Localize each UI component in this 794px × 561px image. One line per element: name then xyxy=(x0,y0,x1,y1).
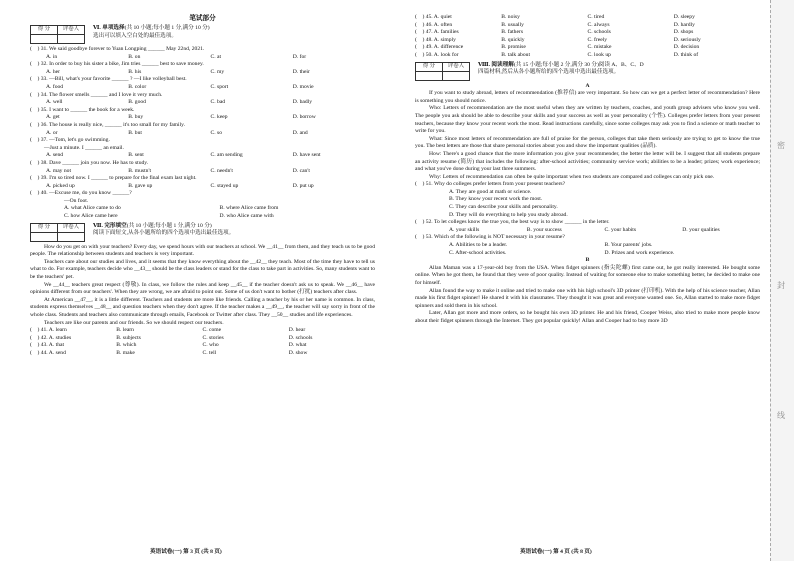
option[interactable]: C. come xyxy=(202,327,222,334)
option[interactable]: D. sleepy xyxy=(673,14,695,20)
option[interactable]: D. put up xyxy=(292,182,314,189)
option[interactable]: D. hear xyxy=(288,327,306,334)
option[interactable]: A. send xyxy=(46,152,64,159)
option[interactable]: C. who xyxy=(202,342,219,349)
option[interactable]: A. They are good at math or science. xyxy=(449,188,532,195)
score-cell: 得 分 xyxy=(31,223,58,232)
cloze-options-right xyxy=(415,14,760,60)
cloze-paragraph: We __44__ teachers great respect (尊敬). In class, we follow the rules and keep __45__ if the teacher doesn't ask us to speak. We __46__ have opinions different from our teachers'. When they are wrong, we are afraid to point out. Some of us don't want to bother (打扰) teachers after class. xyxy=(30,281,375,296)
cloze-question[interactable]: ( ) 43. A. that xyxy=(30,342,65,349)
option[interactable]: C. mistake xyxy=(587,44,612,51)
cloze-question[interactable]: ( ) 47. A. families xyxy=(415,29,459,36)
passage-b-paragraph: Allan found the way to make it online and tried to make one with his high school's 3D printer (打印机). With the help of his science teacher, Allan made his first fidget spinner! He shared it with his classmates. They thought it was great and everyone wanted one. So, Allan started to make more fidget spinners and sold them in his school. xyxy=(415,287,760,309)
option[interactable]: A. in xyxy=(46,53,58,60)
question-stem: ( ) 36. The house is really nice, ______ it's too small for my family. xyxy=(30,121,185,128)
option[interactable]: A. get xyxy=(46,114,60,121)
option[interactable]: A. may not xyxy=(46,167,72,174)
option[interactable]: D. show xyxy=(288,349,308,356)
option[interactable]: B. talk about xyxy=(501,51,530,58)
option[interactable]: D. badly xyxy=(292,99,313,106)
option[interactable]: B. learn xyxy=(116,327,134,334)
option[interactable]: D. can't xyxy=(292,167,310,174)
option[interactable]: B. promise xyxy=(501,44,526,51)
options-row xyxy=(30,114,375,122)
question-item xyxy=(30,160,375,175)
option[interactable]: B. color xyxy=(128,83,147,90)
grader-cell: 评卷人 xyxy=(58,223,85,232)
section-7-instruction: 阅读下面短文,从各小题所给的四个选项中选出最佳选项。 xyxy=(93,230,235,237)
option[interactable]: B. usually xyxy=(501,21,524,28)
question-answer-line: —On foot. xyxy=(64,197,89,204)
option[interactable]: C. look up xyxy=(587,51,611,58)
passage-a-paragraph: Why: Letters of recommendation can often be quite important when two students are compared and colleges can only pick one. xyxy=(429,173,715,180)
section-8-title: Ⅷ. 阅读理解 xyxy=(478,61,514,68)
question-item xyxy=(30,61,375,76)
cloze-paragraph: Teachers are like our parents and our friends. So we should respect our teachers. xyxy=(44,319,224,326)
question-item xyxy=(30,46,375,61)
options-row xyxy=(30,130,375,138)
option[interactable]: B. but xyxy=(128,129,142,136)
option[interactable]: C. how Alice came here xyxy=(64,213,118,220)
option[interactable]: D. schools xyxy=(288,334,313,341)
option[interactable]: D. for xyxy=(292,53,307,60)
option[interactable]: D. hardly xyxy=(673,21,695,28)
cloze-option-row xyxy=(30,327,375,335)
grader-blank[interactable] xyxy=(58,232,85,241)
page-4 xyxy=(415,14,760,326)
option[interactable]: B. subjects xyxy=(116,334,141,341)
section-8-desc: (共 15 小题;每小题 2 分,满分 30 分)阅读 A、B、C、D xyxy=(513,61,644,68)
score-cell: 得 分 xyxy=(416,62,443,71)
option[interactable]: B. gave up xyxy=(128,182,153,189)
option[interactable]: A. food xyxy=(46,83,64,90)
option[interactable]: A. or xyxy=(46,129,58,136)
seal-char-3: 线 xyxy=(777,411,785,420)
option[interactable]: C. needn't xyxy=(210,167,233,174)
seal-char-2: 封 xyxy=(777,281,785,290)
grader-cell: 评卷人 xyxy=(443,62,470,71)
multiple-choice-list xyxy=(30,46,375,190)
option[interactable]: B. which xyxy=(116,342,137,349)
section-header: 笔试部分 xyxy=(189,15,216,22)
option[interactable]: C. your habits xyxy=(604,226,637,233)
cloze-option-row xyxy=(30,342,375,350)
option[interactable]: B. fathers xyxy=(501,29,523,36)
option[interactable]: B. good xyxy=(128,99,146,106)
question-stem: ( ) 51. Why do colleges prefer letters from your present teachers? xyxy=(415,181,566,188)
cloze-question[interactable]: ( ) 44. A. send xyxy=(30,349,66,356)
question-40 xyxy=(30,190,375,220)
option[interactable]: D. who Alice came with xyxy=(219,213,274,220)
option[interactable]: A. picked up xyxy=(46,182,75,189)
cloze-option-row xyxy=(30,335,375,343)
option[interactable]: C. schools xyxy=(587,29,611,36)
question-item xyxy=(30,122,375,137)
question-stem: ( ) 38. Dave ______ join you now. He has to study. xyxy=(30,159,149,166)
option[interactable]: B. mustn't xyxy=(128,167,152,174)
cloze-question[interactable]: ( ) 49. A. difference xyxy=(415,44,464,51)
question-item xyxy=(30,137,375,160)
option[interactable]: C. always xyxy=(587,21,610,28)
option[interactable]: B. quickly xyxy=(501,36,525,43)
section-8-instruction: 四篇材料,然后从各小题所给的四个选项中选出最佳选项。 xyxy=(478,69,620,76)
seal-char-1: 密 xyxy=(777,141,785,150)
option[interactable]: D. Prizes and work experience. xyxy=(604,249,675,256)
passage-a-paragraph: Who: Letters of recommendation are the most useful when they are written by teachers, coaches, and youth group advisers who know you well. The people you ask should be able to describe your skills and your success as well as your personality (个性). Colleges prefer letters from your present teachers, because they know your recent work the most. Read instructions carefully, since some colleges may ask you to find a science or math teacher to write for you. xyxy=(415,105,760,135)
cloze-question[interactable]: ( ) 48. A. simply xyxy=(415,36,456,43)
passage-b-paragraph: Allan Maman was a 17-year-old boy from the USA. When fidget spinners (指尖陀螺) first came out, he got really interested. He bought some online. When he got them, he found that they were of poor quality. Instead of waiting for someone else to make something better, he decided to make one for himself. xyxy=(415,264,760,286)
options-row xyxy=(30,168,375,176)
cloze-option-row xyxy=(415,29,760,37)
question-item xyxy=(30,175,375,190)
cloze-option-row xyxy=(415,22,760,30)
option[interactable]: B. on xyxy=(128,53,141,60)
cloze-option-row xyxy=(415,14,760,22)
option[interactable]: B. noisy xyxy=(501,14,520,20)
question-stem: ( ) 39. I'm so tired now. I ______ to prepare for the final exam last night. xyxy=(30,175,197,182)
score-cell: 得 分 xyxy=(31,26,58,35)
passage-b xyxy=(415,265,760,326)
question-stem: ( ) 37. —Tom, let's go swimming. —Just a minute. I ______ an email. xyxy=(30,137,124,151)
option[interactable]: C. tell xyxy=(202,349,217,356)
option[interactable]: B. buy xyxy=(128,114,144,121)
option[interactable]: B. where Alice came from xyxy=(219,205,279,212)
option[interactable]: B. sent xyxy=(128,152,144,159)
option[interactable]: B. his xyxy=(128,68,142,75)
question-stem: ( ) 53. Which of the following is NOT necessary in your resume? xyxy=(415,234,565,241)
options-row xyxy=(30,99,375,107)
option[interactable]: C. bad xyxy=(210,99,226,106)
section-6-title: Ⅵ. 单项选择 xyxy=(93,25,125,31)
cloze-option-row xyxy=(415,37,760,45)
option[interactable]: A. well xyxy=(46,99,63,106)
cloze-question[interactable]: ( ) 50. A. look for xyxy=(415,51,459,58)
options-row xyxy=(415,242,760,250)
question-item xyxy=(30,76,375,91)
cloze-option-row xyxy=(30,350,375,358)
score-table xyxy=(30,25,85,44)
section-7-title: Ⅶ. 完形填空 xyxy=(93,222,127,229)
option[interactable]: D. have sent xyxy=(292,152,321,159)
option[interactable]: C. am sending xyxy=(210,152,243,159)
option[interactable]: D. and xyxy=(292,129,308,136)
grader-blank[interactable] xyxy=(443,71,470,80)
option[interactable]: B. They know your recent work the most. xyxy=(449,196,543,203)
grader-cell: 评卷人 xyxy=(58,26,85,35)
option[interactable]: C. keep xyxy=(210,114,228,121)
section-6-instruction: 选出可以填入空白处的最佳选项。 xyxy=(93,32,177,39)
option[interactable]: A. what Alice came to do xyxy=(64,205,121,212)
cloze-paragraph: Teachers care about our studies and lives, and it seems that they know everything about the __42__ they teach. Most of the time they have to tell us what to do. For example, teachers decide who __43__ should be the class leaders or stand for the class to take part in activities. So, many students want to be the teachers' pet. xyxy=(30,258,375,281)
question-stem: ( ) 34. The flower smells ______ and I love it very much. xyxy=(30,91,163,98)
question-stem: ( ) 52. To let colleges know the true you, the best way is to show ______ in the letter. xyxy=(415,219,610,226)
option[interactable]: C. my xyxy=(210,68,225,75)
question-stem: ( ) 32. In order to buy his sister a bike, Jim tries ______ best to save money. xyxy=(30,61,204,68)
cloze-passage xyxy=(30,244,375,328)
cloze-question[interactable]: ( ) 46. A. often xyxy=(415,21,453,28)
option[interactable]: C. stories xyxy=(202,334,224,341)
options-row xyxy=(30,84,375,92)
page-3 xyxy=(30,14,375,358)
binding-margin xyxy=(770,0,794,561)
option[interactable]: B. your success xyxy=(526,226,562,233)
score-blank[interactable] xyxy=(31,35,58,44)
question-item xyxy=(30,92,375,107)
question-stem: ( ) 35. I want to ______ the book for a week. xyxy=(30,106,135,113)
footer-page-3: 英语试卷(一) 第 3 页 (共 8 页) xyxy=(150,549,222,555)
options-row xyxy=(30,152,375,160)
option[interactable]: D. shops xyxy=(673,29,694,36)
option[interactable]: A. her xyxy=(46,68,60,75)
cloze-option-row xyxy=(415,44,760,52)
option[interactable]: C. They can describe your skills and personality. xyxy=(449,204,558,211)
grader-blank[interactable] xyxy=(58,35,85,44)
question-item xyxy=(30,107,375,122)
cloze-paragraph: How do you get on with your teachers? Every day, we spend hours with our teachers at school. We __41__ from them, and they teach us to be good people. The relationship between students and teachers is very important. xyxy=(30,243,375,258)
option[interactable]: C. so xyxy=(210,129,223,136)
cloze-options-left xyxy=(30,327,375,357)
passage-a-questions xyxy=(415,181,760,257)
option[interactable]: D. what xyxy=(288,342,307,349)
option[interactable]: D. They will do everything to help you study abroad. xyxy=(449,211,568,218)
section-8-header xyxy=(415,62,760,81)
option[interactable]: D. their xyxy=(292,68,310,75)
option[interactable]: D. seriously xyxy=(673,36,701,43)
passage-a-paragraph: How: There's a good chance that the more information you give your recommender, the better the letter will be. I suggest that all students prepare an activity resume (简历) that includes the following: after-school activities; community service work; abilities to be a leader; prizes; work experience; and what you've done during your last three summers. xyxy=(415,150,760,173)
option[interactable]: D. movie xyxy=(292,83,314,90)
option[interactable]: C. freely xyxy=(587,36,608,43)
cloze-option-row xyxy=(415,52,760,60)
score-blank[interactable] xyxy=(416,71,443,80)
passage-a-label: A xyxy=(585,82,590,89)
option[interactable]: C. tired xyxy=(587,14,605,20)
option[interactable]: D. your qualities xyxy=(682,226,720,233)
option[interactable]: A. Abilities to be a leader. xyxy=(449,242,508,249)
passage-a xyxy=(415,90,760,181)
footer-page-4: 英语试卷(一) 第 4 页 (共 8 页) xyxy=(520,549,592,555)
options-row xyxy=(415,250,760,258)
question-stem: ( ) 40. —Excuse me, do you know ______? xyxy=(30,190,132,197)
option[interactable]: B. make xyxy=(116,349,135,356)
option[interactable]: C. After-school activities. xyxy=(449,249,507,256)
section-6-desc: (共 10 小题;每小题 1 分,满分 10 分) xyxy=(124,25,210,31)
option[interactable]: D. think of xyxy=(673,51,699,58)
cloze-question[interactable]: ( ) 41. A. learn xyxy=(30,327,67,334)
option[interactable]: C. at xyxy=(210,53,222,60)
option[interactable]: C. sport xyxy=(210,83,229,90)
score-table xyxy=(415,62,470,81)
score-blank[interactable] xyxy=(31,232,58,241)
passage-b-label: B xyxy=(585,257,590,264)
question-stem: ( ) 31. We said goodbye forever to Yuan Longping ______ May 22nd, 2021. xyxy=(30,46,205,52)
cloze-question[interactable]: ( ) 45. A. quiet xyxy=(415,14,452,20)
option[interactable]: B. Your parents' jobs. xyxy=(604,242,653,249)
cloze-paragraph: At American __47__, it is a little different. Teachers and students are more like friends. Calling a teacher by his or her name is common. In class, students express themselves __48__ and question teachers when they don't agree. If the teacher makes a __49__, the teacher will say sorry in front of the whole class. Students and teachers also communicate through emails, Facebook or Twitter after class. They __50__ studies and life experiences. xyxy=(30,296,375,318)
section-6-header xyxy=(30,25,375,44)
option[interactable]: A. your skills xyxy=(449,226,480,233)
cloze-question[interactable]: ( ) 42. A. studies xyxy=(30,334,72,341)
section-7-desc: (共 10 小题;每小题 1 分,满分 10 分) xyxy=(126,222,212,229)
question-stem: ( ) 33. —Bill, what's your favorite ______ ? —I like volleyball best. xyxy=(30,76,187,83)
option[interactable]: D. decision xyxy=(673,44,700,51)
section-7-header xyxy=(30,223,375,242)
passage-a-paragraph: If you want to study abroad, letters of recommendation (推荐信) are very important. So how can we get a perfect letter of recommendation? Here is something you should notice. xyxy=(415,90,760,104)
passage-b-paragraph: Later, Allan got more and more orders, so he bought his own 3D printer. He and his friend, Cooper Weiss, also tried to make more people know about their fidget spinners through the Internet. They got popular quickly! Allan and Cooper had to buy more 3D xyxy=(415,310,760,324)
passage-a-paragraph: What: Since most letters of recommendation are full of praise for the person, colleges that take them seriously are trying to get to know the true you. The best letters are those that share personal stories about you and show the important qualities (品质). xyxy=(415,135,760,150)
option[interactable]: C. stayed up xyxy=(210,182,239,189)
score-table xyxy=(30,223,85,242)
option[interactable]: D. borrow xyxy=(292,114,316,121)
